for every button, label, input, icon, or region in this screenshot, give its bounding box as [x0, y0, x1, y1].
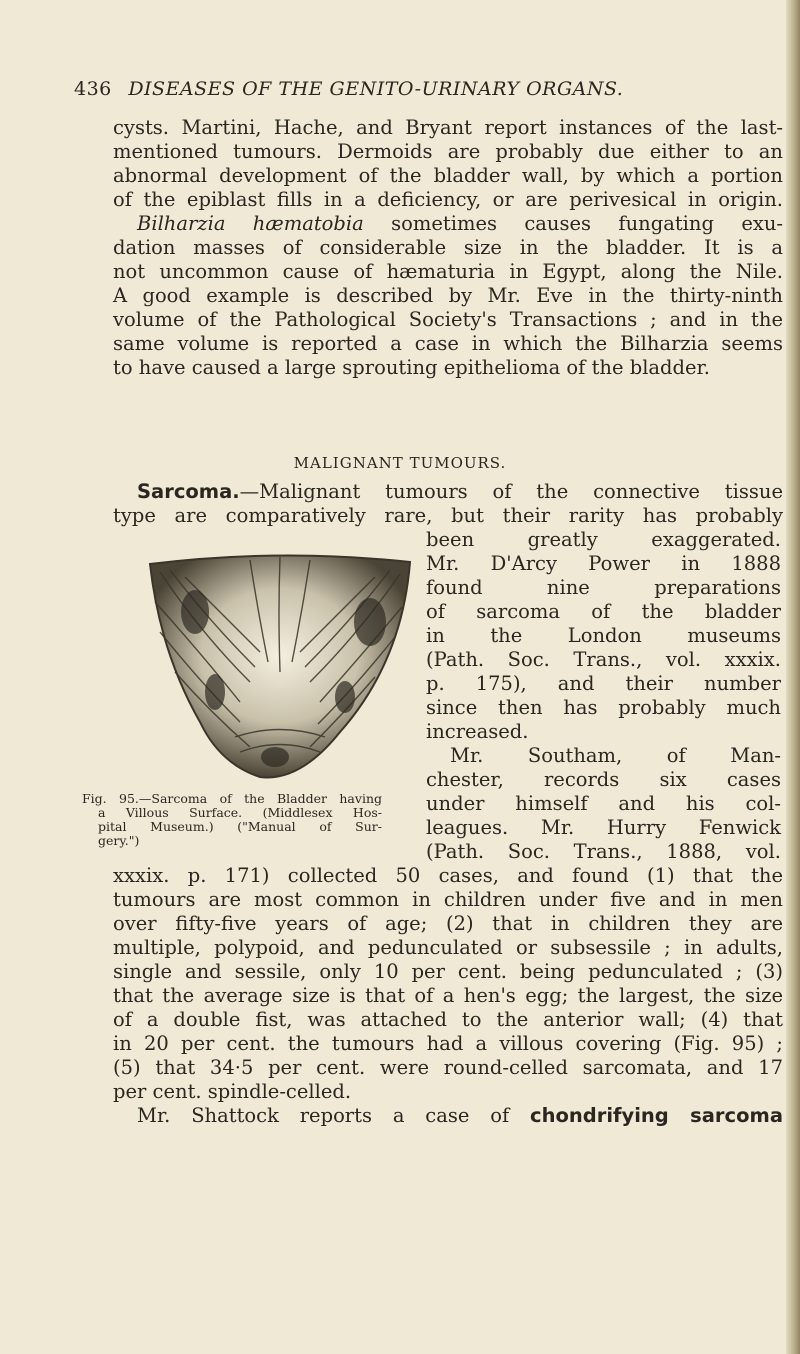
text-line: over fifty-five years of age; (2) that in children they are: [113, 912, 783, 935]
text-line: of the epiblast fills in a deficiency, or are perivesical in origin.: [113, 188, 783, 211]
running-header: [74, 78, 694, 100]
running-title: DISEASES OF THE GENITO-URINARY ORGANS.: [128, 78, 624, 100]
text-line: of a double fist, was attached to the anterior wall; (4) that: [113, 1008, 783, 1031]
text-line: that the average size is that of a hen's egg; the largest, the size: [113, 984, 783, 1007]
text-line: xxxix. p. 171) collected 50 cases, and found (1) that the: [113, 864, 783, 887]
paragraph-sarcoma-right: [426, 528, 781, 864]
paragraph-fenwick-findings: [113, 864, 783, 1128]
text-line: (5) that 34·5 per cent. were round-celled sarcomata, and 17: [113, 1056, 783, 1079]
text-line: cysts. Martini, Hache, and Bryant report instances of the last-: [113, 116, 783, 139]
text-line: Mr. Southam, of Man-: [450, 744, 781, 767]
text-line: to have caused a large sprouting epithelioma of the bladder.: [113, 356, 710, 379]
text-line: [113, 1104, 783, 1128]
caption-line: gery."): [98, 833, 140, 848]
text-line: under himself and his col-: [426, 792, 781, 815]
text-line: Mr. D'Arcy Power in 1888: [426, 552, 781, 575]
text-line: in 20 per cent. the tumours had a villous covering (Fig. 95) ;: [113, 1032, 783, 1055]
text-line: p. 175), and their number: [426, 672, 781, 695]
section-heading: MALIGNANT TUMOURS.: [293, 454, 507, 472]
caption-line: a Villous Surface. (Middlesex Hos-: [98, 805, 382, 820]
text-line: (Path. Soc. Trans., 1888, vol.: [426, 840, 781, 863]
text-line: single and sessile, only 10 per cent. being pedunculated ; (3): [113, 960, 783, 983]
caption-line: pital Museum.) ("Manual of Sur-: [98, 819, 382, 834]
text-line: dation masses of considerable size in the bladder. It is a: [113, 236, 783, 259]
text-line: increased.: [426, 720, 529, 743]
text-line: per cent. spindle-celled.: [113, 1080, 352, 1103]
text-line: A good example is described by Mr. Eve in the thirty-ninth: [113, 284, 783, 307]
text-line: multiple, polypoid, and pedunculated or subsessile ; in adults,: [113, 936, 783, 959]
text-line: found nine preparations: [426, 576, 781, 599]
text-line: of sarcoma of the bladder: [426, 600, 781, 623]
text-line: leagues. Mr. Hurry Fenwick: [426, 816, 781, 839]
text-line: not uncommon cause of hæmaturia in Egypt, along the Nile.: [113, 260, 783, 283]
text-line: since then has probably much: [426, 696, 781, 719]
text-line: volume of the Pathological Society's Transactions ; and in the: [113, 308, 783, 331]
caption-line: Fig. 95.—Sarcoma of the Bladder having: [82, 791, 382, 806]
text-fragment: sometimes causes fungating exu-: [391, 212, 784, 235]
text-fragment: —Malignant tumours of the connective tissue: [239, 480, 783, 503]
bladder-illustration: [140, 552, 420, 787]
text-line: in the London museums: [426, 624, 781, 647]
italic-term: Bilharzia hæmatobia: [137, 212, 364, 235]
figure-bladder-sarcoma: [140, 552, 420, 787]
paragraph-cysts: [113, 116, 783, 380]
text-line: type are comparatively rare, but their rarity has probably: [113, 504, 783, 527]
paragraph-sarcoma-full: [113, 480, 783, 528]
text-line: [113, 480, 783, 504]
text-line: [113, 212, 783, 236]
text-line: tumours are most common in children under five and in men: [113, 888, 783, 911]
text-fragment: Mr. Shattock reports a case of: [137, 1104, 510, 1127]
text-line: chester, records six cases: [426, 768, 781, 791]
text-line: been greatly exaggerated.: [426, 528, 781, 551]
text-line: mentioned tumours. Dermoids are probably due either to an: [113, 140, 783, 163]
page-edge-shadow: [786, 0, 800, 1354]
figure-caption: [82, 792, 382, 848]
page-number: 436: [74, 78, 112, 100]
sarcoma-lead: Sarcoma.: [137, 480, 240, 503]
text-line: same volume is reported a case in which the Bilharzia seems: [113, 332, 783, 355]
text-line: (Path. Soc. Trans., vol. xxxix.: [426, 648, 781, 671]
bold-term: chondrifying sarcoma: [530, 1104, 783, 1127]
text-line: abnormal development of the bladder wall, by which a portion: [113, 164, 783, 187]
